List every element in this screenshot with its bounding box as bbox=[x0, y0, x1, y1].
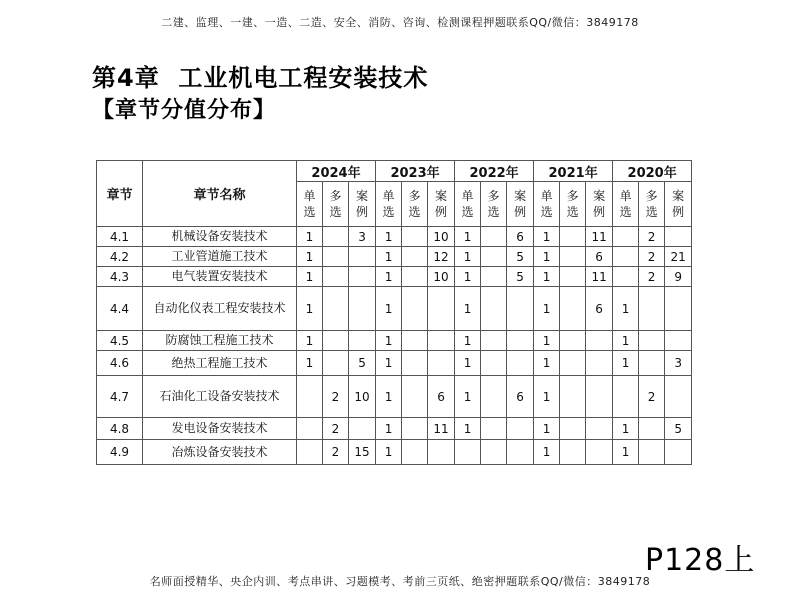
score-cell: 1 bbox=[376, 376, 402, 418]
score-cell bbox=[297, 418, 323, 440]
score-cell: 3 bbox=[665, 351, 692, 376]
score-cell bbox=[586, 376, 613, 418]
score-cell: 1 bbox=[534, 331, 560, 351]
score-cell bbox=[455, 440, 481, 465]
section-name: 冶炼设备安装技术 bbox=[143, 440, 297, 465]
question-type-header bbox=[297, 182, 323, 227]
question-type-header bbox=[455, 182, 481, 227]
score-cell: 21 bbox=[665, 247, 692, 267]
score-cell: 6 bbox=[428, 376, 455, 418]
table-row bbox=[97, 331, 692, 351]
score-cell bbox=[402, 331, 428, 351]
score-cell bbox=[507, 331, 534, 351]
score-cell bbox=[507, 418, 534, 440]
question-type-label: 多选 bbox=[566, 189, 579, 219]
score-cell: 1 bbox=[534, 418, 560, 440]
year-header: 2022年 bbox=[455, 161, 534, 182]
score-cell: 1 bbox=[376, 440, 402, 465]
score-cell bbox=[428, 287, 455, 331]
header-contact-note: 二建、监理、一建、一造、二造、安全、消防、咨询、检测课程押题联系QQ/微信：3849178 bbox=[161, 16, 639, 29]
question-type-label: 单选 bbox=[540, 189, 553, 219]
score-cell bbox=[428, 331, 455, 351]
score-cell: 2 bbox=[639, 227, 665, 247]
section-number: 4.7 bbox=[97, 376, 143, 418]
score-cell: 1 bbox=[297, 331, 323, 351]
score-cell bbox=[402, 287, 428, 331]
score-cell bbox=[560, 418, 586, 440]
score-cell bbox=[297, 440, 323, 465]
score-cell: 1 bbox=[376, 247, 402, 267]
score-cell: 6 bbox=[586, 247, 613, 267]
question-type-header bbox=[586, 182, 613, 227]
score-cell: 1 bbox=[376, 267, 402, 287]
score-cell bbox=[613, 376, 639, 418]
score-cell: 1 bbox=[376, 351, 402, 376]
section-column-header: 章节 bbox=[97, 161, 143, 227]
section-number: 4.9 bbox=[97, 440, 143, 465]
score-cell bbox=[560, 267, 586, 287]
question-type-label: 单选 bbox=[382, 189, 395, 219]
question-type-label: 案例 bbox=[672, 189, 685, 219]
table-row bbox=[97, 247, 692, 267]
score-cell bbox=[665, 376, 692, 418]
section-name: 防腐蚀工程施工技术 bbox=[143, 331, 297, 351]
score-cell: 11 bbox=[586, 267, 613, 287]
score-cell: 10 bbox=[349, 376, 376, 418]
score-cell: 1 bbox=[455, 227, 481, 247]
score-cell bbox=[297, 376, 323, 418]
score-cell: 11 bbox=[586, 227, 613, 247]
score-cell: 5 bbox=[507, 267, 534, 287]
score-cell bbox=[665, 227, 692, 247]
question-type-header bbox=[665, 182, 692, 227]
score-cell bbox=[560, 376, 586, 418]
score-cell bbox=[323, 331, 349, 351]
score-cell bbox=[560, 287, 586, 331]
table-row bbox=[97, 287, 692, 331]
question-type-header bbox=[376, 182, 402, 227]
question-type-header bbox=[481, 182, 507, 227]
question-type-label: 多选 bbox=[408, 189, 421, 219]
score-cell: 1 bbox=[376, 227, 402, 247]
score-cell bbox=[665, 440, 692, 465]
page-reference: P128上 bbox=[645, 543, 756, 578]
question-type-label: 多选 bbox=[645, 189, 658, 219]
score-cell: 1 bbox=[613, 287, 639, 331]
score-cell: 1 bbox=[297, 351, 323, 376]
score-cell bbox=[665, 287, 692, 331]
question-type-header bbox=[323, 182, 349, 227]
score-cell bbox=[586, 331, 613, 351]
score-cell bbox=[639, 440, 665, 465]
score-cell: 1 bbox=[455, 331, 481, 351]
score-cell: 2 bbox=[323, 418, 349, 440]
score-cell: 1 bbox=[455, 247, 481, 267]
question-type-header bbox=[428, 182, 455, 227]
year-header: 2021年 bbox=[534, 161, 613, 182]
score-cell bbox=[507, 287, 534, 331]
section-name: 电气装置安装技术 bbox=[143, 267, 297, 287]
score-cell bbox=[613, 227, 639, 247]
score-cell bbox=[560, 440, 586, 465]
score-cell: 6 bbox=[507, 376, 534, 418]
score-cell: 1 bbox=[534, 351, 560, 376]
score-cell bbox=[481, 287, 507, 331]
score-cell bbox=[560, 227, 586, 247]
table-row bbox=[97, 440, 692, 465]
question-type-header bbox=[639, 182, 665, 227]
score-cell bbox=[481, 331, 507, 351]
section-number: 4.2 bbox=[97, 247, 143, 267]
table-row bbox=[97, 376, 692, 418]
score-cell: 6 bbox=[586, 287, 613, 331]
score-cell: 6 bbox=[507, 227, 534, 247]
name-column-header: 章节名称 bbox=[143, 161, 297, 227]
question-type-header bbox=[534, 182, 560, 227]
question-type-label: 案例 bbox=[593, 189, 606, 219]
score-cell bbox=[402, 267, 428, 287]
section-name: 自动化仪表工程安装技术 bbox=[143, 287, 297, 331]
score-cell bbox=[349, 247, 376, 267]
score-cell bbox=[349, 267, 376, 287]
score-cell bbox=[402, 418, 428, 440]
score-cell bbox=[481, 227, 507, 247]
score-cell: 1 bbox=[534, 287, 560, 331]
section-name: 工业管道施工技术 bbox=[143, 247, 297, 267]
score-cell: 1 bbox=[534, 267, 560, 287]
year-header-row bbox=[97, 161, 692, 182]
section-name: 机械设备安装技术 bbox=[143, 227, 297, 247]
score-cell: 15 bbox=[349, 440, 376, 465]
chapter-title: 第4章 工业机电工程安装技术 bbox=[92, 64, 429, 92]
score-cell: 1 bbox=[297, 267, 323, 287]
section-name: 发电设备安装技术 bbox=[143, 418, 297, 440]
score-cell bbox=[639, 287, 665, 331]
score-cell: 5 bbox=[665, 418, 692, 440]
score-cell bbox=[323, 287, 349, 331]
score-cell bbox=[665, 331, 692, 351]
score-cell bbox=[507, 440, 534, 465]
table-body bbox=[97, 227, 692, 465]
score-cell bbox=[639, 351, 665, 376]
score-cell bbox=[402, 351, 428, 376]
score-cell: 2 bbox=[639, 376, 665, 418]
question-type-header bbox=[613, 182, 639, 227]
score-cell: 9 bbox=[665, 267, 692, 287]
question-type-header bbox=[507, 182, 534, 227]
score-cell bbox=[323, 351, 349, 376]
question-type-label: 案例 bbox=[435, 189, 448, 219]
score-cell bbox=[428, 440, 455, 465]
score-cell: 1 bbox=[297, 287, 323, 331]
score-cell bbox=[402, 247, 428, 267]
score-cell bbox=[481, 440, 507, 465]
score-cell: 1 bbox=[455, 376, 481, 418]
score-cell: 1 bbox=[534, 440, 560, 465]
question-type-label: 单选 bbox=[461, 189, 474, 219]
score-cell bbox=[560, 331, 586, 351]
score-cell: 1 bbox=[613, 418, 639, 440]
section-number: 4.8 bbox=[97, 418, 143, 440]
score-cell: 1 bbox=[534, 227, 560, 247]
score-cell: 10 bbox=[428, 267, 455, 287]
score-cell bbox=[639, 331, 665, 351]
score-cell bbox=[349, 287, 376, 331]
score-cell: 1 bbox=[376, 418, 402, 440]
score-cell bbox=[323, 247, 349, 267]
score-cell: 1 bbox=[376, 331, 402, 351]
section-number: 4.6 bbox=[97, 351, 143, 376]
score-cell bbox=[586, 418, 613, 440]
score-cell: 1 bbox=[613, 351, 639, 376]
score-cell: 1 bbox=[297, 227, 323, 247]
score-cell bbox=[402, 440, 428, 465]
score-cell: 2 bbox=[639, 267, 665, 287]
question-type-label: 多选 bbox=[329, 189, 342, 219]
score-cell bbox=[349, 418, 376, 440]
score-cell: 1 bbox=[455, 287, 481, 331]
section-number: 4.5 bbox=[97, 331, 143, 351]
question-type-label: 案例 bbox=[356, 189, 369, 219]
section-number: 4.3 bbox=[97, 267, 143, 287]
table-row bbox=[97, 351, 692, 376]
score-distribution-table bbox=[96, 160, 692, 465]
score-cell: 2 bbox=[323, 440, 349, 465]
score-cell bbox=[586, 351, 613, 376]
score-cell: 1 bbox=[455, 267, 481, 287]
score-cell: 1 bbox=[455, 351, 481, 376]
question-type-header bbox=[560, 182, 586, 227]
score-cell bbox=[323, 267, 349, 287]
score-cell: 5 bbox=[349, 351, 376, 376]
question-type-label: 单选 bbox=[619, 189, 632, 219]
score-cell bbox=[481, 351, 507, 376]
score-cell: 11 bbox=[428, 418, 455, 440]
table-row bbox=[97, 267, 692, 287]
question-type-label: 多选 bbox=[487, 189, 500, 219]
score-cell: 2 bbox=[639, 247, 665, 267]
score-cell: 12 bbox=[428, 247, 455, 267]
question-type-header bbox=[402, 182, 428, 227]
table-row bbox=[97, 418, 692, 440]
score-cell bbox=[481, 418, 507, 440]
section-number: 4.1 bbox=[97, 227, 143, 247]
score-cell: 1 bbox=[613, 440, 639, 465]
question-type-label: 单选 bbox=[303, 189, 316, 219]
score-cell bbox=[349, 331, 376, 351]
score-cell bbox=[481, 267, 507, 287]
score-cell bbox=[481, 376, 507, 418]
score-cell bbox=[428, 351, 455, 376]
score-cell bbox=[560, 247, 586, 267]
score-cell: 1 bbox=[297, 247, 323, 267]
score-cell: 5 bbox=[507, 247, 534, 267]
year-header: 2024年 bbox=[297, 161, 376, 182]
table-row bbox=[97, 227, 692, 247]
score-cell: 1 bbox=[534, 247, 560, 267]
score-cell bbox=[639, 418, 665, 440]
score-cell bbox=[586, 440, 613, 465]
year-header: 2023年 bbox=[376, 161, 455, 182]
score-cell: 3 bbox=[349, 227, 376, 247]
score-cell bbox=[402, 227, 428, 247]
score-cell: 1 bbox=[376, 287, 402, 331]
score-cell: 1 bbox=[455, 418, 481, 440]
section-number: 4.4 bbox=[97, 287, 143, 331]
score-cell: 2 bbox=[323, 376, 349, 418]
score-cell: 1 bbox=[534, 376, 560, 418]
score-cell: 10 bbox=[428, 227, 455, 247]
score-cell bbox=[481, 247, 507, 267]
score-cell bbox=[507, 351, 534, 376]
score-cell bbox=[323, 227, 349, 247]
question-type-header bbox=[349, 182, 376, 227]
question-type-label: 案例 bbox=[514, 189, 527, 219]
year-header: 2020年 bbox=[613, 161, 692, 182]
footer-contact-note: 名师面授精华、央企内训、考点串讲、习题模考、考前三页纸、绝密押题联系QQ/微信：3849178 bbox=[149, 575, 651, 588]
section-subtitle: 【章节分值分布】 bbox=[92, 98, 277, 123]
section-name: 绝热工程施工技术 bbox=[143, 351, 297, 376]
section-name: 石油化工设备安装技术 bbox=[143, 376, 297, 418]
score-cell bbox=[613, 247, 639, 267]
score-cell bbox=[402, 376, 428, 418]
score-cell bbox=[560, 351, 586, 376]
score-cell bbox=[613, 267, 639, 287]
score-cell: 1 bbox=[613, 331, 639, 351]
